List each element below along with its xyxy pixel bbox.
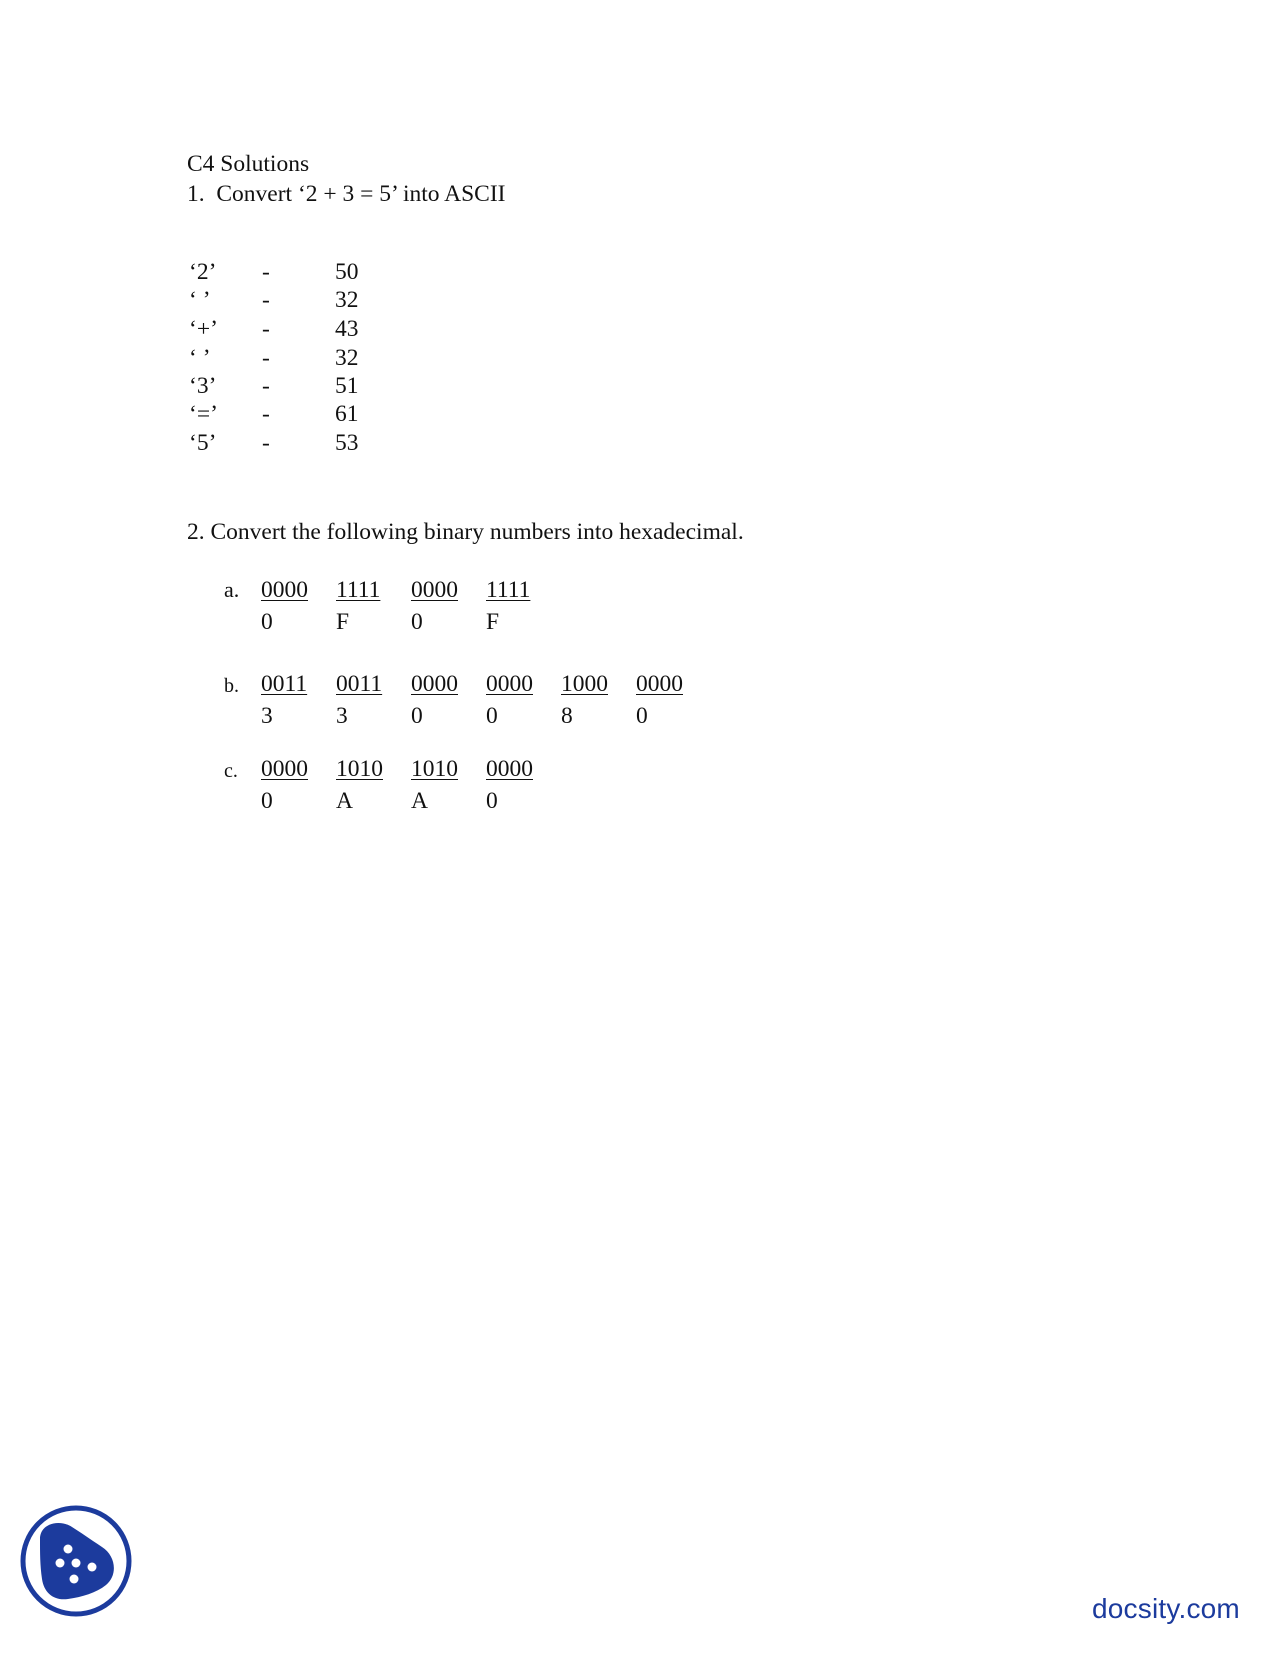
docsity-logo-icon [20,1505,132,1617]
ascii-code: 53 [335,430,359,456]
binary-group: 0000 [486,756,533,782]
brand-link[interactable]: docsity.com [1092,1593,1240,1624]
binary-group: 0000 [261,577,308,603]
ascii-dash: - [262,259,270,285]
binary-group: 0000 [261,756,308,782]
hex-digit: 0 [636,703,648,729]
hex-digit: 0 [261,609,273,635]
ascii-char: ‘2’ [189,259,217,285]
ascii-code: 43 [335,316,359,342]
hex-digit: A [411,788,428,814]
document-title: C4 Solutions [187,151,310,177]
binary-group: 1111 [336,577,381,603]
binary-group: 1000 [561,671,608,697]
ascii-char: ‘ ’ [189,345,211,371]
ascii-dash: - [262,373,270,399]
ascii-dash: - [262,287,270,313]
hex-digit: F [336,609,350,635]
binary-group: 0011 [336,671,383,697]
ascii-char: ‘=’ [189,401,218,427]
ascii-dash: - [262,401,270,427]
binary-group: 1010 [336,756,383,782]
hex-digit: A [336,788,353,814]
ascii-dash: - [262,345,270,371]
question-1-text: 1. Convert ‘2 + 3 = 5’ into ASCII [187,181,506,207]
binary-group: 1010 [411,756,458,782]
ascii-code: 50 [335,259,359,285]
ascii-char: ‘+’ [189,316,218,342]
binary-group: 0000 [636,671,683,697]
ascii-code: 32 [335,345,359,371]
ascii-code: 61 [335,401,359,427]
item-label: b. [224,675,239,697]
ascii-dash: - [262,316,270,342]
hex-digit: 3 [261,703,273,729]
binary-group: 0000 [411,671,458,697]
binary-group: 1111 [486,577,531,603]
ascii-code: 51 [335,373,359,399]
binary-group: 0011 [261,671,308,697]
binary-group: 0000 [486,671,533,697]
ascii-char: ‘5’ [189,430,217,456]
binary-group: 0000 [411,577,458,603]
hex-digit: 0 [411,609,423,635]
hex-digit: 0 [486,788,498,814]
ascii-char: ‘ ’ [189,287,211,313]
hex-digit: 0 [486,703,498,729]
ascii-code: 32 [335,287,359,313]
hex-digit: 8 [561,703,573,729]
question-2-text: 2. Convert the following binary numbers into hexadecimal. [187,519,744,545]
hex-digit: 0 [261,788,273,814]
ascii-dash: - [262,430,270,456]
hex-digit: 3 [336,703,348,729]
item-label: a. [224,577,240,602]
ascii-char: ‘3’ [189,373,217,399]
hex-digit: F [486,609,500,635]
hex-digit: 0 [411,703,423,729]
item-label: c. [224,760,238,782]
